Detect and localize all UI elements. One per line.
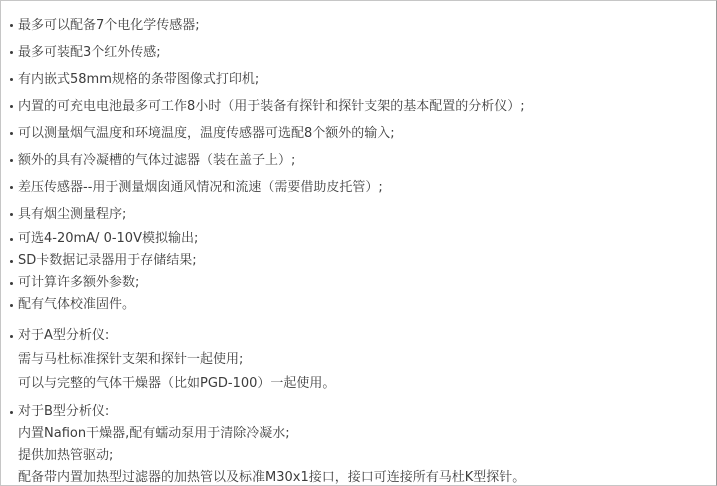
list-item	[1, 12, 716, 39]
item-text: 差压传感器--用于测量烟囱通风情况和流速（需要借助皮托管）;	[18, 180, 383, 195]
list-item	[1, 372, 716, 396]
bullet-marker-icon	[10, 260, 13, 263]
bullet-marker-icon	[10, 24, 13, 27]
bullet-marker-icon	[10, 78, 13, 81]
item-text: 可计算许多额外参数;	[18, 275, 140, 290]
item-text: 对于A型分析仪:	[18, 328, 110, 343]
section-secondary-features	[1, 228, 716, 316]
item-text: 可以与完整的气体干燥器（比如PGD-100）一起使用。	[18, 376, 336, 391]
bullet-marker-icon	[10, 238, 13, 241]
list-item	[1, 324, 716, 348]
list-item	[1, 120, 716, 147]
bullet-marker-icon	[10, 213, 13, 216]
bullet-marker-icon	[10, 411, 13, 414]
item-text: 配有气体校准固件。	[18, 297, 136, 312]
list-item	[1, 423, 716, 445]
list-item	[1, 93, 716, 120]
bullet-marker-icon	[10, 105, 13, 108]
bullet-marker-icon	[10, 282, 13, 285]
item-text: 有内嵌式58mm规格的条带图像式打印机;	[18, 72, 260, 87]
item-text: 可以测量烟气温度和环境温度，温度传感器可选配8个额外的输入;	[18, 126, 395, 141]
item-text: 提供加热管驱动;	[18, 448, 114, 463]
item-text: 内置Nafion干燥器,配有蠕动泵用于清除冷凝水;	[18, 426, 290, 441]
bullet-marker-icon	[10, 132, 13, 135]
section-type-b-analyzer	[1, 401, 716, 486]
item-text: 最多可以配备7个电化学传感器;	[18, 18, 200, 33]
list-item	[1, 294, 716, 316]
list-item	[1, 39, 716, 66]
list-item	[1, 272, 716, 294]
bullet-marker-icon	[10, 335, 13, 338]
item-text: 需与马杜标准探针支架和探针一起使用;	[18, 352, 244, 367]
item-text: 额外的具有冷凝槽的气体过滤器（装在盖子上）;	[18, 153, 296, 168]
section-main-features	[1, 12, 716, 228]
bullet-marker-icon	[10, 304, 13, 307]
list-item	[1, 348, 716, 372]
list-item	[1, 445, 716, 467]
list-item	[1, 401, 716, 423]
list-item	[1, 467, 716, 486]
feature-list	[1, 12, 716, 486]
section-type-a-analyzer	[1, 324, 716, 396]
item-text: 可选4-20mA/ 0-10V模拟输出;	[18, 231, 199, 246]
item-text: 内置的可充电电池最多可工作8小时（用于装备有探针和探针支架的基本配置的分析仪）;	[18, 99, 525, 114]
list-item	[1, 66, 716, 93]
list-item	[1, 174, 716, 201]
bullet-marker-icon	[10, 186, 13, 189]
item-text: 最多可装配3个红外传感;	[18, 45, 161, 60]
list-item	[1, 147, 716, 174]
list-item	[1, 250, 716, 272]
item-text: 对于B型分析仪:	[18, 404, 110, 419]
item-text: 具有烟尘测量程序;	[18, 207, 127, 222]
list-item	[1, 228, 716, 250]
bullet-marker-icon	[10, 159, 13, 162]
list-item	[1, 201, 716, 228]
item-text: SD卡数据记录器用于存储结果;	[18, 253, 197, 268]
item-text: 配备带内置加热型过滤器的加热管以及标准M30x1接口，接口可连接所有马杜K型探针。	[18, 470, 526, 485]
bullet-marker-icon	[10, 51, 13, 54]
